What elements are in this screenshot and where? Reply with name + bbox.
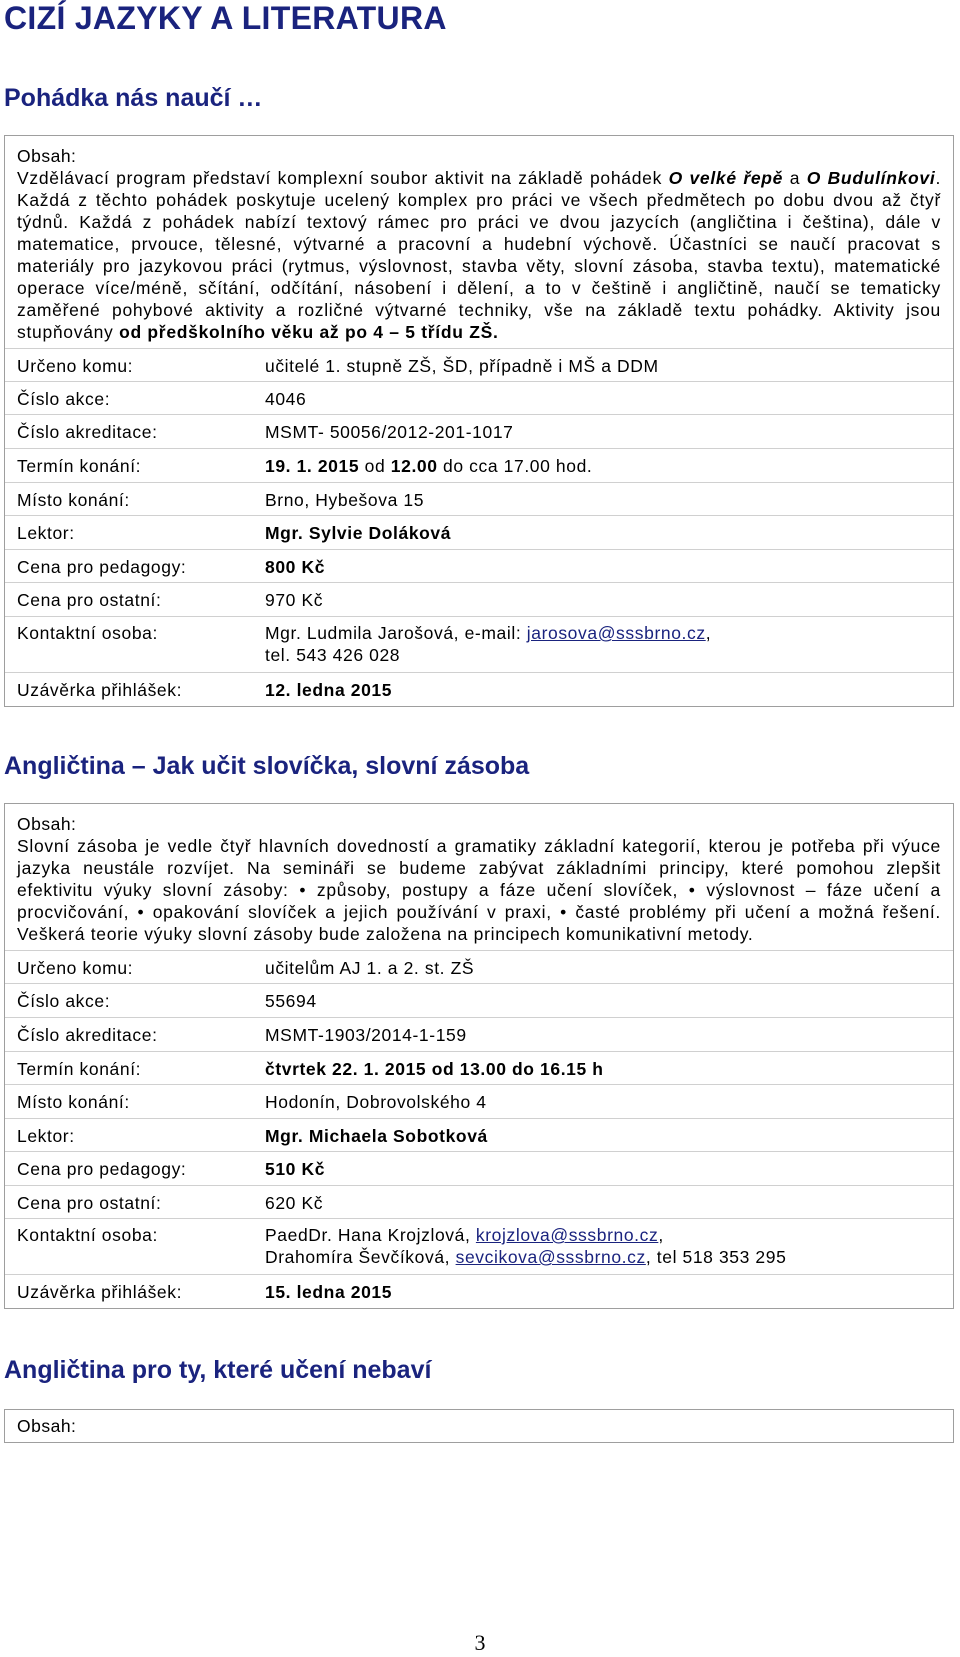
detail-label: Termín konání: [17,456,142,476]
course-title: Angličtina – Jak učit slovíčka, slovní zásoba [4,752,530,780]
detail-value: Mgr. Ludmila Jarošová, e-mail: jarosova@sssbrno.cz, tel. 543 426 028 [265,623,712,665]
detail-row [5,1052,953,1085]
detail-value: 12. ledna 2015 [265,680,393,700]
detail-label: Cena pro ostatní: [17,1193,162,1213]
page-title: CIZÍ JAZYKY A LITERATURA [4,0,447,36]
detail-label: Lektor: [17,523,75,543]
detail-label: Určeno komu: [17,356,134,376]
detail-row [5,583,953,617]
course-description: Slovní zásoba je vedle čtyř hlavních dovedností a gramatiky základní kategorií, kterou je potřeba při výuce jazyka neustále rozvíjet. Na semináři se budeme zabývat základními principy, které pomohou zlepšit efektivitu výuky slovní zásoby: • způsoby, postupy a fáze učení slovíček, • výslovnost – fáze učení a procvičování, • opakování slovíček a jejich používání v praxi, • časté problémy při učení a možná řešení. Veškerá teorie výuky slovní zásoby bude založena na principech komunikativní metody. [17,836,941,944]
detail-label: Číslo akreditace: [17,422,158,442]
course-title: Pohádka nás naučí … [4,84,263,112]
detail-value: MSMT-1903/2014-1-159 [265,1025,467,1045]
detail-row [5,550,953,583]
detail-value: učitelům AJ 1. a 2. st. ZŠ [265,958,475,978]
detail-row [5,673,953,706]
detail-value: Mgr. Michaela Sobotková [265,1126,488,1146]
detail-value: 510 Kč [265,1159,326,1179]
detail-value: 800 Kč [265,557,326,577]
content-label: Obsah: [17,146,77,166]
detail-row [5,951,953,984]
detail-value: PaedDr. Hana Krojzlová, krojzlova@sssbrno.cz, Drahomíra Ševčíková, sevcikova@sssbrno.cz, tel 518 353 295 [265,1225,787,1267]
detail-row [5,1119,953,1152]
detail-row [5,1018,953,1052]
detail-row [5,984,953,1018]
detail-row [5,1085,953,1119]
detail-label: Místo konání: [17,490,130,510]
detail-label: Cena pro pedagogy: [17,1159,187,1179]
detail-label: Cena pro pedagogy: [17,557,187,577]
course-content-section [5,804,953,951]
detail-value: Brno, Hybešova 15 [265,490,425,510]
detail-label: Číslo akce: [17,389,111,409]
detail-value: 970 Kč [265,590,324,610]
detail-row [5,483,953,516]
detail-row [5,449,953,483]
email-link[interactable]: jarosova@sssbrno.cz [526,623,706,643]
detail-label: Uzávěrka přihlášek: [17,680,183,700]
detail-row [5,382,953,415]
detail-value: čtvrtek 22. 1. 2015 od 13.00 do 16.15 h [265,1059,604,1079]
detail-value: Hodonín, Dobrovolského 4 [265,1092,487,1112]
detail-label: Kontaktní osoba: [17,623,158,643]
content-label: Obsah: [17,814,77,834]
detail-value: MSMT- 50056/2012-201-1017 [265,422,514,442]
course-info-box [4,803,954,1309]
detail-value: 4046 [265,389,307,409]
detail-label: Termín konání: [17,1059,142,1079]
course-title: Angličtina pro ty, které učení nebaví [4,1356,432,1384]
email-link[interactable]: sevcikova@sssbrno.cz [455,1247,646,1267]
course-content-section [4,1409,954,1443]
detail-label: Číslo akce: [17,991,111,1011]
detail-row [5,349,953,382]
detail-value: 19. 1. 2015 od 12.00 do cca 17.00 hod. [265,456,593,476]
detail-row [5,1219,953,1275]
detail-value: 55694 [265,991,317,1011]
detail-row [5,415,953,449]
detail-value: učitelé 1. stupně ZŠ, ŠD, případně i MŠ a DDM [265,356,659,376]
detail-row [5,1152,953,1186]
detail-label: Místo konání: [17,1092,130,1112]
course-details [5,349,953,706]
detail-row [5,617,953,673]
detail-label: Určeno komu: [17,958,134,978]
detail-label: Lektor: [17,1126,75,1146]
detail-label: Kontaktní osoba: [17,1225,158,1245]
course-content-section [5,136,953,349]
detail-value: 620 Kč [265,1193,324,1213]
content-label: Obsah: [17,1416,77,1436]
email-link[interactable]: krojzlova@sssbrno.cz [475,1225,659,1245]
detail-value: 15. ledna 2015 [265,1282,393,1302]
detail-row [5,1186,953,1219]
course-description: Vzdělávací program představí komplexní soubor aktivit na základě pohádek O velké řepě a O Budulínkovi. Každá z těchto pohádek poskytuje ucelený komplex pro práci ve všech předmětech po dobu dvou až čtyř týdnů. Každá z pohádek nabízí textový rámec pro práci ve dvou jazycích (angličtina i čeština), dále v matematice, prvouce, tělesné, výtvarné a pracovní a hudební výchově. Účastníci se naučí pracovat s materiály pro jazykovou práci (rytmus, výslovnost, stavba věty, slovní zásoba, stavba textu), matematické operace více/méně, sčítání, odčítání, násobení i dělení, a to v češtině i angličtině, naučí se tematicky zaměřené pohybové aktivity a rozličné výtvarné techniky, vše na základě textu pohádky. Aktivity jsou stupňovány od předškolního věku až po 4 – 5 třídu ZŠ. [17,168,941,342]
detail-label: Uzávěrka přihlášek: [17,1282,183,1302]
detail-label: Cena pro ostatní: [17,590,162,610]
detail-row [5,1275,953,1308]
detail-row [5,516,953,550]
course-details [5,951,953,1308]
detail-label: Číslo akreditace: [17,1025,158,1045]
course-info-box [4,135,954,707]
detail-value: Mgr. Sylvie Doláková [265,523,452,543]
page-number: 3 [474,1630,486,1655]
